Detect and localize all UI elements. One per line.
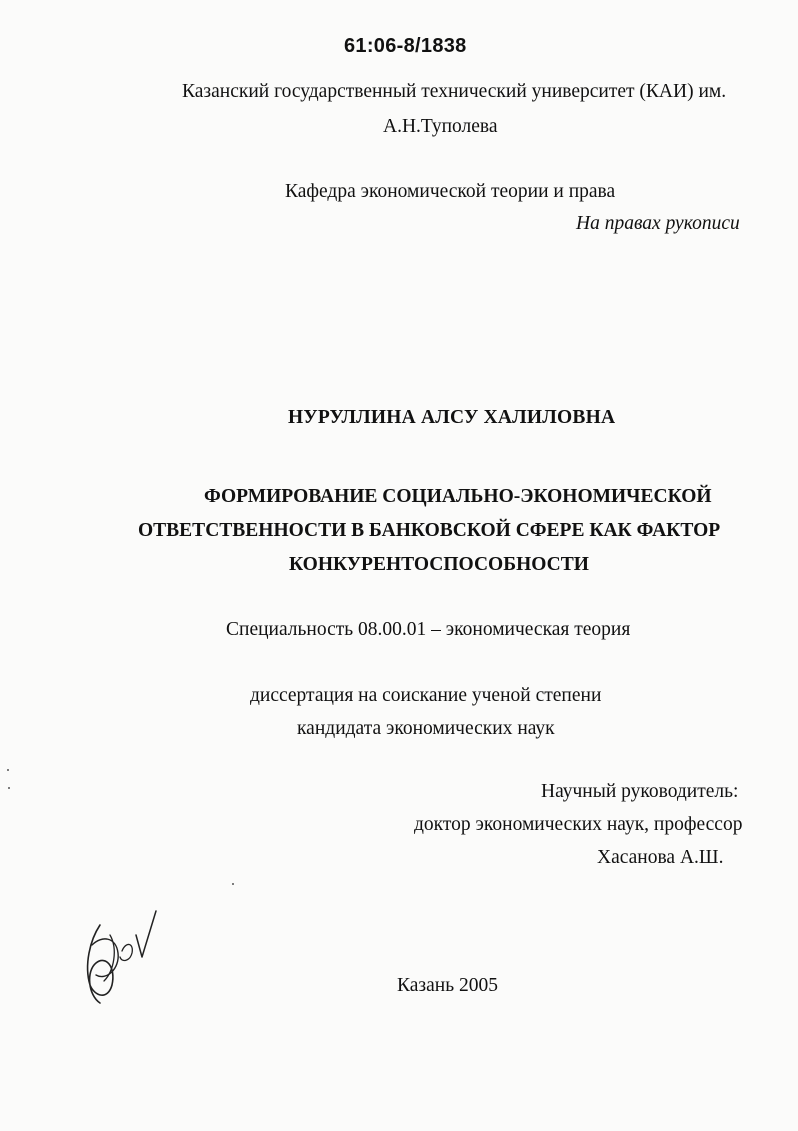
thesis-title-line3: КОНКУРЕНТОСПОСОБНОСТИ (289, 554, 589, 575)
supervisor-name: Хасанова А.Ш. (597, 847, 724, 868)
city-year: Казань 2005 (397, 975, 498, 996)
scan-speck (232, 883, 234, 885)
scan-speck (8, 787, 10, 789)
degree-line2: кандидата экономических наук (297, 718, 555, 739)
supervisor-title: доктор экономических наук, профессор (414, 814, 743, 835)
signature-icon (70, 905, 165, 1015)
specialty: Специальность 08.00.01 – экономическая теория (226, 619, 631, 640)
university-name-line2: А.Н.Туполева (383, 116, 498, 137)
supervisor-heading: Научный руководитель: (541, 781, 739, 802)
degree-line1: диссертация на соискание ученой степени (250, 685, 602, 706)
manuscript-note: На правах рукописи (576, 213, 740, 234)
archive-code: 61:06-8/1838 (344, 35, 467, 57)
scan-speck (7, 769, 9, 771)
author-name: НУРУЛЛИНА АЛСУ ХАЛИЛОВНА (288, 407, 616, 428)
department-name: Кафедра экономической теории и права (285, 181, 616, 202)
thesis-title-line2: ОТВЕТСТВЕННОСТИ В БАНКОВСКОЙ СФЕРЕ КАК ФАКТОР (138, 520, 721, 541)
thesis-title-line1: ФОРМИРОВАНИЕ СОЦИАЛЬНО-ЭКОНОМИЧЕСКОЙ (204, 486, 712, 507)
university-name-line1: Казанский государственный технический университет (КАИ) им. (182, 81, 727, 102)
